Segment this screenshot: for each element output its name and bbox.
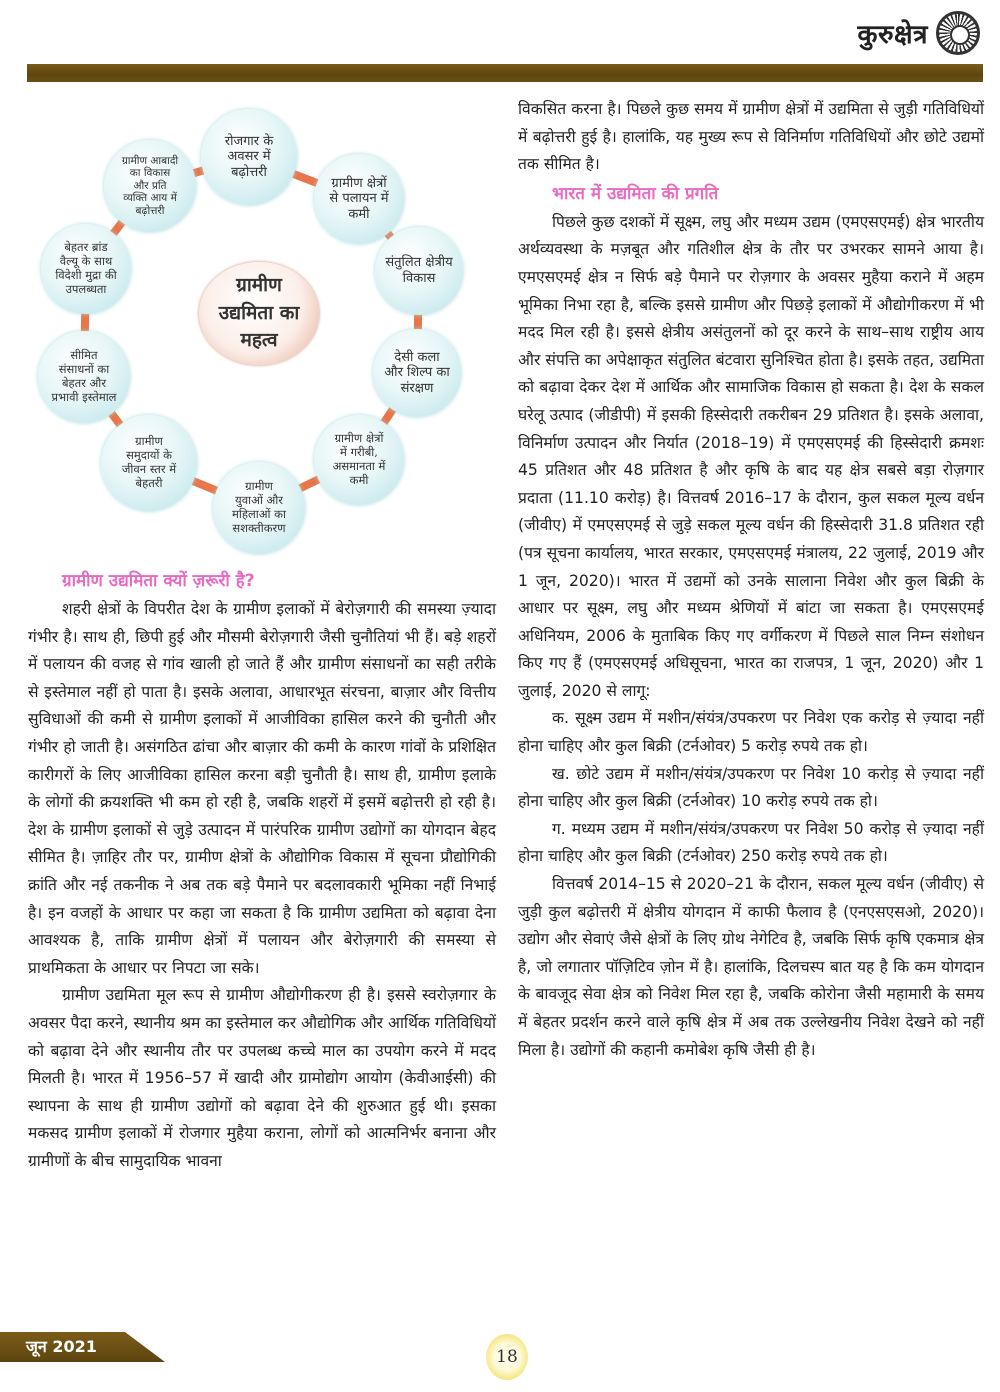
diagram-node (314, 415, 404, 505)
page-number-text: 18 (496, 1347, 518, 1367)
paragraph: ग्रामीण उद्यमिता मूल रूप से ग्रामीण औद्योगीकरण ही है। इससे स्वरोज़गार के अवसर पैदा करने, स्थानीय श्रम का इस्तेमाल कर औद्योगिक और आर्थिक गतिविधियों को बढ़ावा देने और स्थानीय तौर पर उपलब्ध कच्चे माल का उपयोग करने में मदद मिलती है। भारत में 1956–57 में खादी और ग्रामोद्योग आयोग (केवीआईसी) की स्थापना के साथ ही ग्रामीण उद्योगों को बढ़ावा देने की शुरुआत हुई थी। इसका मकसद ग्रामीण इलाकों में रोजगार मुहैया कराना, लोगों को आत्मनिर्भर बनाना और ग्रामीणों के बीच सामुदायिक भावना (28, 986, 496, 1170)
diagram-node-label: रोजगार के (224, 133, 274, 149)
diagram-center-label: महत्व (240, 329, 278, 352)
diagram-node-label: बेहतर और (61, 376, 107, 390)
diagram-node-label: कमी (348, 206, 370, 222)
diagram-node-label: अवसर में (227, 149, 271, 165)
diagram-node-label: कमी (349, 472, 369, 487)
diagram-node-label: उपलब्धता (65, 281, 107, 296)
diagram-node (41, 224, 131, 314)
diagram-center-label: उद्यमिता का (218, 301, 300, 324)
diagram-node-label: संतुलित क्षेत्रीय (385, 255, 453, 271)
diagram-node-label: और प्रति (133, 179, 167, 192)
page-number (486, 1334, 528, 1380)
section-heading-why-rural-entrepreneurship: ग्रामीण उद्यमिता क्यों ज़रूरी है? (62, 571, 255, 591)
diagram-node-label: से पलायन में (329, 191, 389, 207)
list-item-medium: ग. मध्यम उद्यम में मशीन/संयंत्र/उपकरण पर निवेश 50 करोड़ से ज़्यादा नहीं होना चाहिए और कुल बिक्री (टर्नओवर) 250 करोड़ रुपये तक हो। (518, 819, 984, 866)
diagram-node-label: महिलाओं का (232, 507, 286, 521)
diagram-center-label: ग्रामीण (236, 274, 282, 297)
diagram-node-label: ग्रामीण (135, 434, 163, 449)
diagram-node-label: बेहतरी (135, 475, 163, 490)
diagram-node-label: बढ़ोत्तरी (231, 164, 267, 180)
diagram-node-label: में गरीबी, (340, 445, 378, 460)
diagram-node (373, 329, 461, 417)
diagram-node-label: और शिल्प का (384, 365, 450, 381)
paragraph-continued: विकसित करना है। पिछले कुछ समय में ग्रामीण क्षेत्रों में उद्यमिता से जुड़ी गतिविधियों में बढ़ोत्तरी हुई है। हालांकि, यह मुख्य रूप से विनिर्माण गतिविधियों और छोटे उद्यमों तक सीमित है। (518, 100, 984, 174)
list-item-small: ख. छोटे उद्यम में मशीन/संयंत्र/उपकरण पर निवेश 10 करोड़ से ज़्यादा नहीं होना चाहिए और कुल बिक्री (टर्नओवर) 10 करोड़ रुपये तक हो। (518, 764, 984, 811)
diagram-node (213, 462, 305, 554)
diagram-node-label: वैल्यू के साथ (59, 254, 113, 269)
issue-date: जून 2021 (26, 1337, 97, 1356)
section-heading-progress-in-india: भारत में उद्यमिता की प्रगति (552, 183, 719, 204)
diagram-node-label: ग्रामीण (245, 479, 273, 494)
paragraph: शहरी क्षेत्रों के विपरीत देश के ग्रामीण इलाकों में बेरोज़गारी की समस्या ज़्यादा गंभीर है। साथ ही, छिपी हुई और मौसमी बेरोज़गारी जैसी चुनौतियां भी हैं। बड़े शहरों में पलायन की वजह से गांव खाली हो जाते हैं और ग्रामीण संसाधनों का सही तरीके से इस्तेमाल नहीं हो पाता है। इसके अलावा, आधारभूत संरचना, बाज़ार और वित्तीय सुविधाओं की कमी से ग्रामीण इलाकों में आजीविका हासिल करने की चुनौती और गंभीर हो जाती है। असंगठित ढांचा और बाज़ार की कमी के कारण गांवों के प्रशिक्षित कारीगरों के लिए आजीविका हासिल करना बड़ी चुनौती है। साथ ही, ग्रामीण इलाके के लोगों की क्रयशक्ति भी कम हो रही है, जबकि शहरों में इसमें बढ़ोत्तरी हो रही है। देश के ग्रामीण इलाकों से जुड़े उत्पादन में पारंपरिक ग्रामीण उद्योगों का योगदान बेहद सीमित है। ज़ाहिर तौर पर, ग्रामीण क्षेत्रों के औद्योगिक विकास में सूचना प्रौद्योगिकी क्रांति और नई तकनीक ने अब तक बड़े पैमाने पर बदलावकारी भूमिका नहीं निभाई है। इन वजहों के आधार पर कहा जा सकता है कि ग्रामीण उद्यमिता को बढ़ावा देना आवश्यक है, ताकि ग्रामीण क्षेत्रों में पलायन और बेरोज़गारी की समस्या से प्राथमिकता के आधार पर निपटा जा सके। (28, 600, 496, 977)
diagram-center-node (199, 262, 319, 365)
diagram-node (101, 415, 197, 511)
diagram-node-label: बढ़ोत्तरी (135, 204, 165, 217)
left-column (28, 566, 496, 1175)
diagram-node-label: संसाधनों का (58, 362, 110, 377)
right-column (518, 96, 984, 1064)
diagram-node-label: प्रभावी इस्तेमाल (51, 389, 117, 404)
diagram-node-label: संरक्षण (400, 380, 434, 396)
diagram-node-label: समुदायों के (126, 448, 172, 463)
diagram-node-label: जीवन स्तर में (121, 462, 177, 476)
emblem-icon (936, 11, 980, 55)
list-item-micro: क. सूक्ष्म उद्यम में मशीन/संयंत्र/उपकरण पर निवेश एक करोड़ से ज़्यादा नहीं होना चाहिए और कुल बिक्री (टर्नओवर) 5 करोड़ रुपये तक हो। (518, 709, 984, 756)
importance-diagram (20, 100, 500, 550)
masthead (857, 8, 980, 58)
diagram-node-label: ग्रामीण क्षेत्रों (331, 175, 387, 191)
diagram-node (104, 140, 196, 232)
diagram-node-label: व्यक्ति आय में (123, 192, 177, 205)
diagram-node-label: का विकास (129, 167, 171, 180)
diagram-node-label: युवाओं और (235, 493, 283, 508)
diagram-node-label: बेहतर ब्रांड (64, 240, 108, 255)
diagram-node-label: सशक्तीकरण (232, 520, 286, 535)
diagram-node-label: विदेशी मुद्रा की (55, 268, 117, 282)
magazine-name: कुरुक्षेत्र (857, 20, 928, 50)
diagram-node-label: देसी कला (394, 349, 440, 365)
diagram-node-label: असमानता में (332, 459, 386, 473)
paragraph: पिछले कुछ दशकों में सूक्ष्म, लघु और मध्यम उद्यम (एमएसएमई) क्षेत्र भारतीय अर्थव्यवस्था के मज़बूत और गतिशील क्षेत्र के तौर पर उभरकर सामने आया है। एमएसएमई क्षेत्र न सिर्फ बड़े पैमाने पर रोज़गार के अवसर मुहैया कराने में अहम भूमिका निभा रहा है, बल्कि इससे ग्रामीण और पिछड़े इलाकों में औद्योगीकरण में भी मदद मिल रही है। इससे क्षेत्रीय असंतुलनों को दूर करने के साथ–साथ राष्ट्रीय आय और संपत्ति का अपेक्षाकृत संतुलित बंटवारा सुनिश्चित होता है। इसके तहत, उद्यमिता को बढ़ावा देकर देश में आर्थिक और सामाजिक विकास हो सकता है। देश के सकल घरेलू उत्पाद (जीडीपी) में इसकी हिस्सेदारी तकरीबन 29 प्रतिशत है। इसके अलावा, विनिर्माण उत्पादन और निर्यात (2018–19) में एमएसएमई की हिस्सेदारी क्रमशः 45 प्रतिशत और 48 प्रतिशत है और कृषि के बाद यह क्षेत्र सबसे बड़ा रोज़गार प्रदाता (11.10 करोड़) है। वित्तवर्ष 2016–17 के दौरान, कुल सकल मूल्य वर्धन (जीवीए) में एमएसएमई से जुड़े सकल मूल्य वर्धन की हिस्सेदारी 31.8 प्रतिशत रही (पत्र सूचना कार्यालय, भारत सरकार, एमएसएमई मंत्रालय, 22 जुलाई, 2019 और 1 जून, 2020)। भारत में उद्यमों को उनके सालाना निवेश और कुल बिक्री के आधार पर सूक्ष्म, लघु और मध्यम श्रेणियों में बांटा जा सकता है। एमएसएमई अधिनियम, 2006 के मुताबिक किए गए वर्गीकरण में पिछले साल निम्न संशोधन किए गए हैं (एमएसएमई अधिसूचना, भारत का राजपत्र, 1 जून, 2020) और 1 जुलाई, 2020 से लागू: (518, 212, 984, 700)
header-divider-bar (27, 64, 983, 82)
diagram-node-label: विकास (402, 271, 436, 286)
diagram-node-label: सीमित (70, 348, 98, 363)
diagram-node (38, 331, 130, 423)
diagram-node (201, 109, 297, 205)
diagram-node-label: ग्रामीण आबादी (121, 154, 179, 167)
diagram-node (375, 227, 463, 315)
paragraph: वित्तवर्ष 2014–15 से 2020–21 के दौरान, सकल मूल्य वर्धन (जीवीए) से जुड़ी कुल बढ़ोत्तरी में क्षेत्रीय योगदान में काफी फैलाव है (एनएसएसओ, 2020)। उद्योग और सेवाएं जैसे क्षेत्रों के लिए ग्रोथ नेगेटिव है, जबकि सिर्फ कृषि एकमात्र क्षेत्र है, जो लगातार पॉज़िटिव ज़ोन में है। हालांकि, दिलचस्प बात यह है कि कम योगदान के बावजूद सेवा क्षेत्र को निवेश मिल रहा है, जबकि कोरोना जैसी महामारी के समय में बेहतर प्रदर्शन करने वाले कृषि क्षेत्र में अब तक उल्लेखनीय निवेश देखने को नहीं मिला है। उद्योगों की कहानी कमोबेश कृषि जैसी ही है। (518, 875, 984, 1059)
diagram-node-label: ग्रामीण क्षेत्रों (334, 431, 384, 446)
diagram-node (314, 154, 404, 244)
